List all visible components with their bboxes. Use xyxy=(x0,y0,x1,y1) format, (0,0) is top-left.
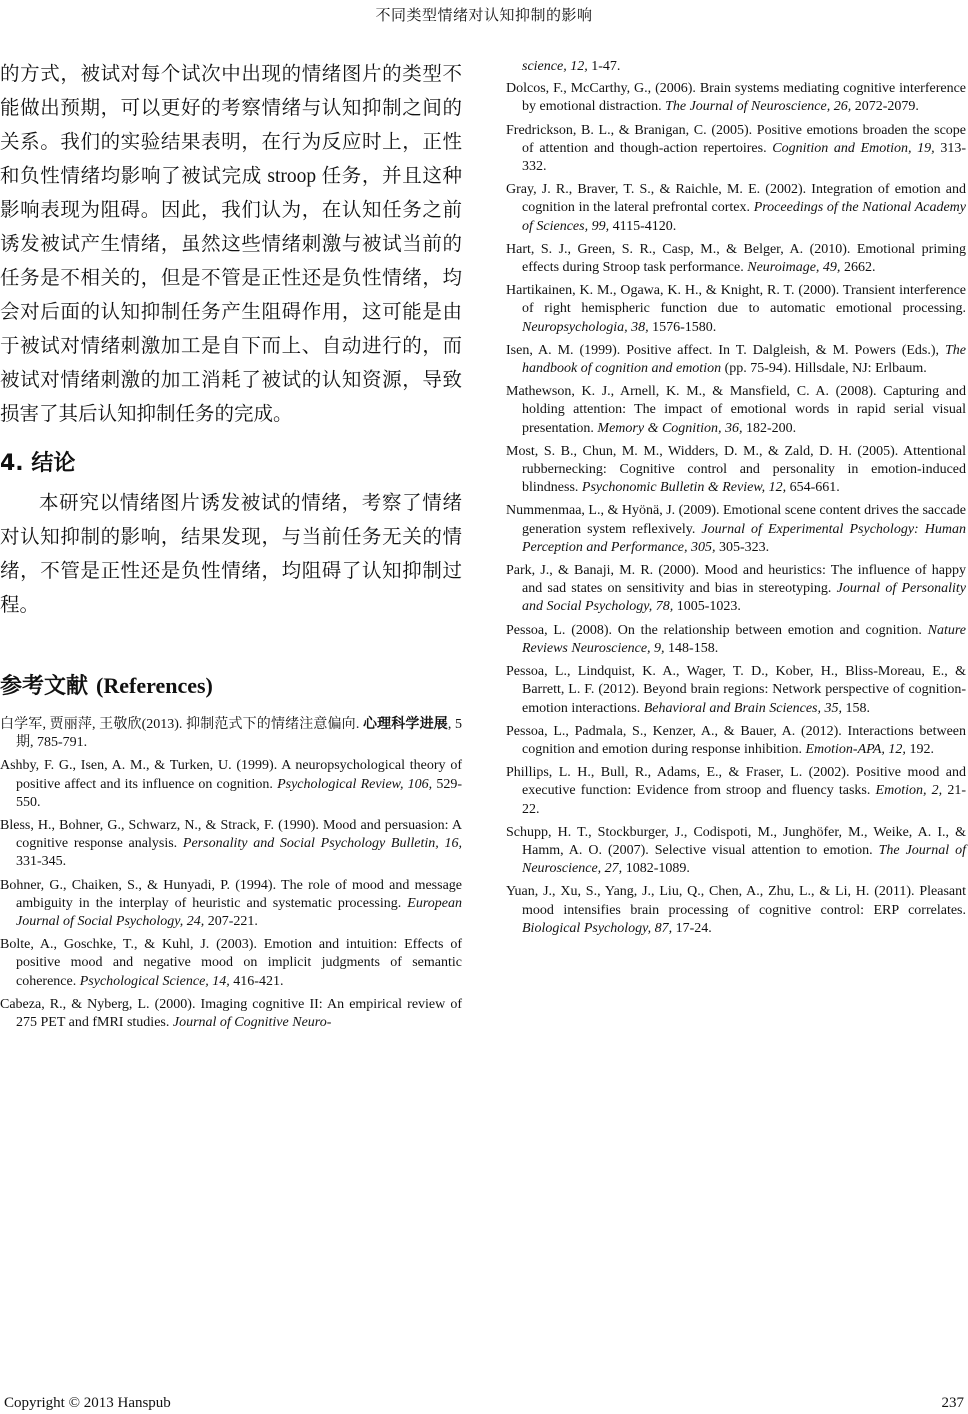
reference-pages: 305-323. xyxy=(715,539,770,555)
reference-pages: 21-22. xyxy=(522,783,967,817)
reference-journal: Neuropsychologia, 38, xyxy=(522,319,649,335)
reference-entry xyxy=(506,562,966,617)
reference-entry xyxy=(506,383,966,438)
reference-journal: 心理科学进展 xyxy=(362,717,448,732)
page-number: 237 xyxy=(941,1395,964,1411)
reference-entry xyxy=(506,122,966,177)
reference-continuation xyxy=(506,58,966,76)
reference-journal: Journal of Cognitive Neuro- xyxy=(172,1015,332,1031)
reference-pages: , 5 期, 785-791. xyxy=(16,717,463,751)
reference-entry xyxy=(0,757,462,812)
reference-entry xyxy=(0,877,462,932)
reference-journal: Neuroimage, 49, xyxy=(747,260,841,276)
reference-journal: Cognition and Emotion, 19, xyxy=(772,140,935,156)
reference-pages: 1-47. xyxy=(587,59,621,74)
reference-text: Schupp, H. T., Stockburger, J., Codispoti, M., Junghöfer, M., Weike, A. I., & Hamm, A. O. (2007). Selective visual attention to emotion. xyxy=(506,824,966,858)
reference-pages: 148-158. xyxy=(664,640,719,656)
reference-pages: 1005-1023. xyxy=(673,599,741,615)
reference-entry xyxy=(506,282,966,337)
reference-pages: 192. xyxy=(905,741,934,757)
reference-text: Park, J., & Banaji, M. R. (2000). Mood and heuristics: The influence of happy and sad states on sensitivity and bias in stereotyping. xyxy=(506,563,966,597)
reference-text: Pessoa, L., Padmala, S., Kenzer, A., & Bauer, A. (2012). Interactions between cognition and emotion during response inhibition. xyxy=(506,723,966,757)
reference-text: Nummenmaa, L., & Hyönä, J. (2009). Emotional scene content drives the saccade generation system reflexively. xyxy=(506,503,966,537)
reference-text: Bolte, A., Goschke, T., & Kuhl, J. (2003). Emotion and intuition: Effects of positive mood and negative mood on implicit judgments of semantic coherence. xyxy=(0,937,462,989)
reference-journal: Emotion, 2, xyxy=(875,783,943,799)
reference-entry xyxy=(506,883,966,938)
reference-journal: The Journal of Neuroscience, 27, xyxy=(522,842,966,877)
reference-journal: Psychonomic Bulletin & Review, 12, xyxy=(581,480,787,496)
reference-entry xyxy=(0,936,462,991)
reference-text: Hart, S. J., Green, S. R., Casp, M., & Belger, A. (2010). Emotional priming effects during Stroop task performance. xyxy=(506,241,966,276)
reference-journal: The Journal of Neuroscience, 26, xyxy=(665,99,852,115)
reference-pages: 2072-2079. xyxy=(851,99,919,115)
conclusion-heading: 4. 结论 xyxy=(0,451,76,476)
reference-pages: 4115-4120. xyxy=(609,218,677,234)
reference-journal: Biological Psychology, 87, xyxy=(522,920,673,936)
reference-entry xyxy=(506,342,966,378)
reference-journal: The handbook of cognition and emotion xyxy=(522,342,966,377)
reference-text: Bless, H., Bohner, G., Schwarz, N., & Strack, F. (1990). Mood and persuasion: A cognitive response analysis. xyxy=(0,818,462,852)
reference-entry xyxy=(0,996,462,1032)
reference-pages: 1576-1580. xyxy=(648,319,717,335)
reference-journal: European Journal of Social Psychology, 24, xyxy=(16,895,462,930)
reference-entry xyxy=(506,181,966,236)
reference-journal: Memory & Cognition, 36, xyxy=(597,420,743,436)
reference-pages: (pp. 75-94). Hillsdale, NJ: Erlbaum. xyxy=(721,361,927,377)
reference-entry xyxy=(506,241,966,277)
reference-journal: Psychological Review, 106, xyxy=(277,776,433,792)
reference-text: Pessoa, L. (2008). On the relationship between emotion and cognition. xyxy=(506,622,928,638)
reference-pages: 158. xyxy=(842,700,870,716)
reference-pages: 416-421. xyxy=(229,973,284,989)
reference-list-right xyxy=(506,80,966,938)
reference-entry xyxy=(0,716,462,752)
reference-entry xyxy=(506,764,966,819)
reference-entry xyxy=(506,502,966,557)
reference-text: Hartikainen, K. M., Ogawa, K. H., & Knight, R. T. (2000). Transient interference of right hemispheric function due to automatic emotional processing. xyxy=(506,283,966,317)
right-column xyxy=(506,58,966,943)
body-paragraph-1: 的方式，被试对每个试次中出现的情绪图片的类型不能做出预期，可以更好的考察情绪与认知抑制之间的关系。我们的实验结果表明，在行为反应时上，正性和负性情绪均影响了被试完成 stroop 任务，并且这种影响表现为阻碍。因此，我们认为，在认知任务之前诱发被试产生情绪，虽然这些情绪刺激与被试当前的任务是不相关的，但是不管是正性还是负性情绪，均会对后面的认知抑制任务产生阻碍作用，这可能是由于被试对情绪刺激加工是自下而上、自动进行的，而被试对情绪刺激的加工消耗了被试的认知资源，导致损害了其后认知抑制任务的完成。 xyxy=(0,64,462,425)
reference-text: 白学军, 贾丽萍, 王敬欣(2013). 抑制范式下的情绪注意偏向. xyxy=(0,717,363,732)
reference-text: Pessoa, L., Lindquist, K. A., Wager, T. D., Kober, H., Bliss-Moreau, E., & Barrett, L. F. (2012). Beyond brain regions: Network perspective of cognition-emotion interactions. xyxy=(506,664,966,716)
reference-text: Phillips, L. H., Bull, R., Adams, E., & Fraser, L. (2002). Positive mood and executive function: Evidence from stroop and fluency tasks. xyxy=(506,765,966,799)
reference-pages: 313-332. xyxy=(522,140,966,175)
left-column xyxy=(0,58,462,1037)
reference-pages: 1082-1089. xyxy=(622,861,690,877)
reference-text: Yuan, J., Xu, S., Yang, J., Liu, Q., Chen, A., Zhu, L., & Li, H. (2011). Pleasant mood intensifies brain processing of cognitive control: ERP correlates. xyxy=(506,884,966,918)
reference-text: Isen, A. M. (1999). Positive affect. In T. Dalgleish, & M. Powers (Eds.), xyxy=(506,342,945,358)
reference-pages: 182-200. xyxy=(742,420,797,436)
reference-entry xyxy=(0,817,462,872)
reference-entry xyxy=(506,622,966,658)
reference-text: Most, S. B., Chun, M. M., Widders, D. M., & Zald, D. H. (2005). Attentional rubbernecking: Cognitive control and personality in emotion-induced blindness. xyxy=(506,443,966,496)
reference-pages: 529-550. xyxy=(16,776,462,810)
reference-journal: Personality and Social Psychology Bulletin, 16, xyxy=(182,836,462,852)
reference-entry xyxy=(506,723,966,759)
reference-journal: Emotion-APA, 12, xyxy=(805,741,906,757)
reference-text: Fredrickson, B. L., & Branigan, C. (2005). Positive emotions broaden the scope of attention and though-action repertoires. xyxy=(506,122,966,156)
reference-journal: Journal of Personality and Social Psychology, 78, xyxy=(522,581,966,615)
reference-pages: 2662. xyxy=(840,260,876,276)
reference-text: Mathewson, K. J., Arnell, K. M., & Mansfield, C. A. (2008). Capturing and holding attention: The impact of emotional words in rapid serial visual presentation. xyxy=(506,384,966,436)
reference-text: Gray, J. R., Braver, T. S., & Raichle, M. E. (2002). Integration of emotion and cognition in the lateral prefrontal cortex. xyxy=(506,182,966,216)
reference-pages: 654-661. xyxy=(786,480,840,496)
reference-journal: Behavioral and Brain Sciences, 35, xyxy=(643,700,842,716)
reference-text: Cabeza, R., & Nyberg, L. (2000). Imaging cognitive II: An empirical review of 275 PET and fMRI studies. xyxy=(0,996,462,1031)
reference-text: Bohner, G., Chaiken, S., & Hunyadi, P. (1994). The role of mood and message ambiguity in the interplay of heuristic and systematic processing. xyxy=(0,877,462,911)
reference-entry xyxy=(506,443,966,498)
body-paragraph-2: 本研究以情绪图片诱发被试的情绪，考察了情绪对认知抑制的影响，结果发现，与当前任务无关的情绪，不管是正性还是负性情绪，均阻碍了认知抑制过程。 xyxy=(0,493,462,616)
references-heading-cn: 参考文献 xyxy=(0,674,89,699)
references-heading-en: (References) xyxy=(96,673,213,698)
reference-text: Dolcos, F., McCarthy, G., (2006). Brain systems mediating cognitive interference by emotional distraction. xyxy=(506,81,966,115)
reference-journal: science, 12, xyxy=(522,59,588,74)
copyright-footer: Copyright © 2013 Hanspub xyxy=(4,1395,171,1411)
reference-journal: Nature Reviews Neuroscience, 9, xyxy=(522,622,966,656)
reference-journal: Proceedings of the National Academy of Sciences, 99, xyxy=(522,200,966,234)
reference-pages: 331-345. xyxy=(16,854,67,870)
reference-journal: Journal of Experimental Psychology: Human Perception and Performance, 305, xyxy=(522,521,966,555)
running-title: 不同类型情绪对认知抑制的影响 xyxy=(375,8,593,24)
reference-entry xyxy=(506,80,966,116)
reference-pages: 17-24. xyxy=(672,920,712,936)
reference-entry xyxy=(506,663,966,718)
references-heading xyxy=(0,669,462,700)
reference-journal: Psychological Science, 14, xyxy=(79,973,230,989)
reference-entry xyxy=(506,824,966,879)
reference-pages: 207-221. xyxy=(204,914,258,930)
reference-list-left xyxy=(0,716,462,1032)
reference-text: Ashby, F. G., Isen, A. M., & Turken, U. (1999). A neuropsychological theory of positive affect and its influence on cognition. xyxy=(0,758,462,792)
